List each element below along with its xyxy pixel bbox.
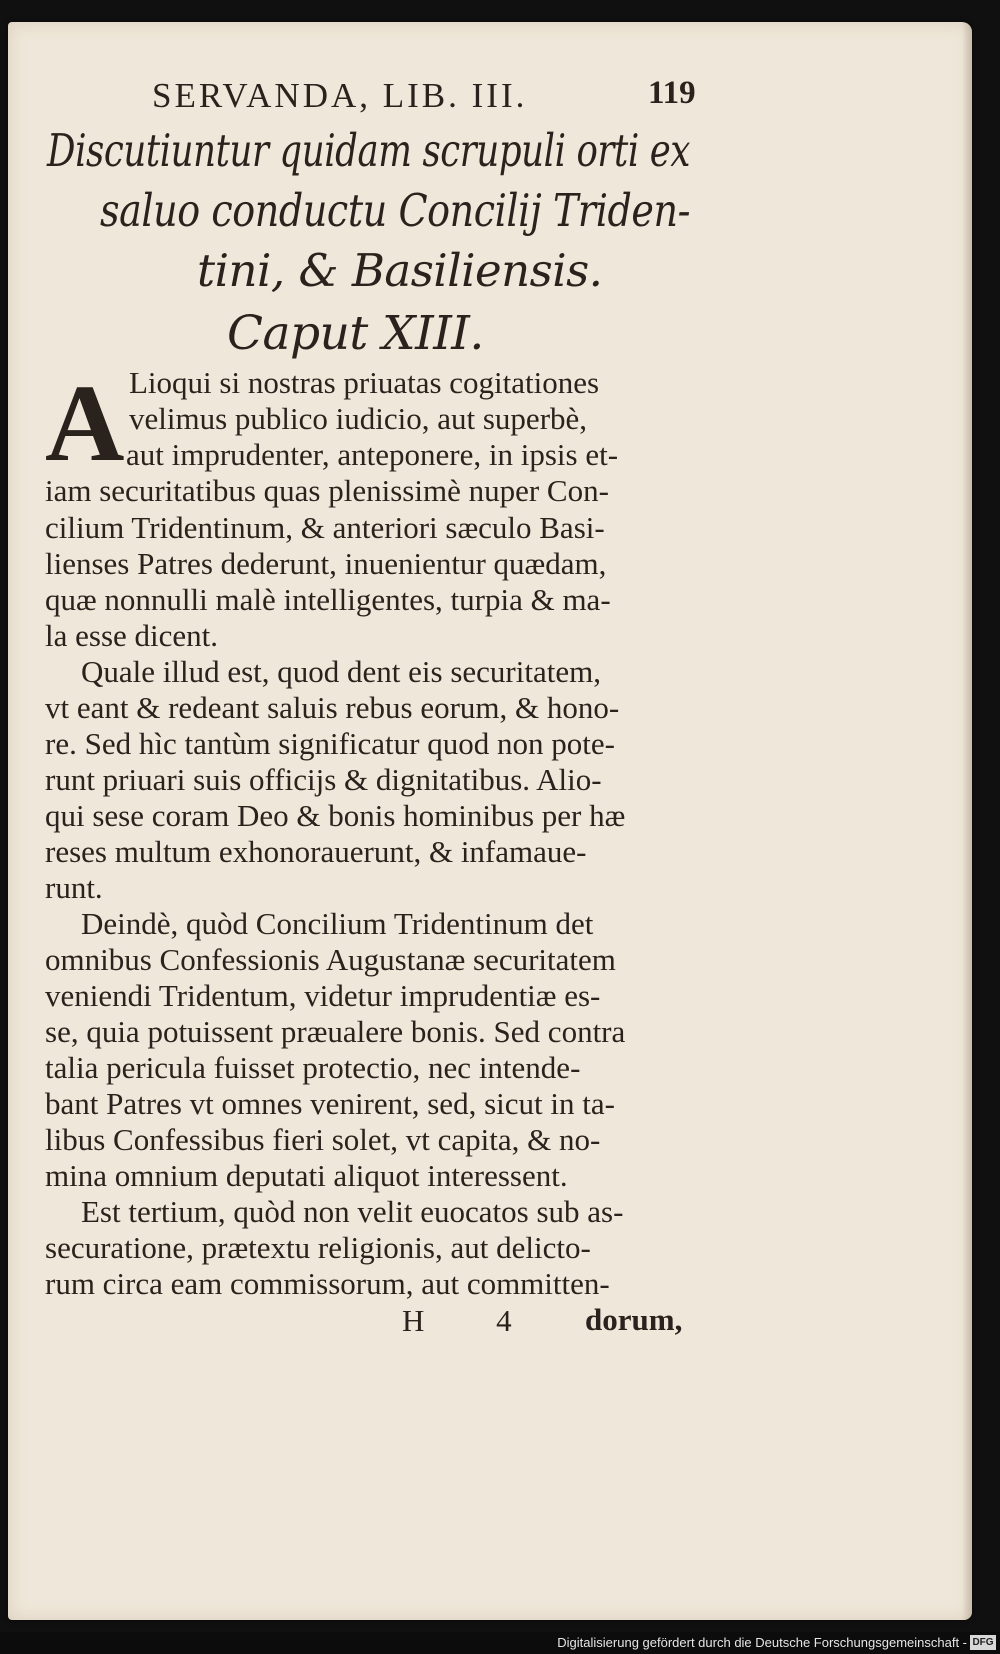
- text-line-4: iam securitatibus quas plenissimè nuper Con-: [45, 473, 609, 508]
- text-line-10: vt eant & redeant saluis rebus eorum, & hono-: [45, 690, 620, 725]
- text-line-24: Est tertium, quòd non velit euocatos sub as-: [81, 1194, 624, 1229]
- text-line-6: lienses Patres dederunt, inuenientur quædam,: [45, 546, 607, 581]
- text-line-22: libus Confessibus fieri solet, vt capita, & no-: [45, 1122, 601, 1157]
- chapter-heading-line-2: saluo conductu Concilij Triden-: [100, 184, 691, 237]
- text-line-9: Quale illud est, quod dent eis securitatem,: [81, 654, 601, 689]
- text-line-7: quæ nonnulli malè intelligentes, turpia & ma-: [45, 582, 611, 617]
- text-line-25: securatione, prætextu religionis, aut delicto-: [45, 1230, 591, 1265]
- drop-cap: A: [45, 362, 125, 484]
- text-line-20: talia pericula fuisset protectio, nec intende-: [45, 1050, 581, 1085]
- text-line-26: rum circa eam commissorum, aut committen-: [45, 1266, 610, 1301]
- chapter-heading-line-3: tini, & Basiliensis.: [197, 244, 603, 297]
- text-line-2: velimus publico iudicio, aut superbè,: [129, 401, 588, 436]
- chapter-number: Caput XIII.: [227, 306, 484, 361]
- dfg-logo: DFG: [970, 1635, 996, 1650]
- text-line-8: la esse dicent.: [45, 618, 219, 653]
- text-line-19: se, quia potuissent præualere bonis. Sed contra: [45, 1014, 626, 1049]
- catchword: dorum,: [585, 1302, 683, 1337]
- footer-funding-text: Digitalisierung gefördert durch die Deutsche Forschungsgemeinschaft -: [557, 1635, 967, 1650]
- footer-bar: [0, 1632, 1000, 1654]
- signature-mark: H 4: [402, 1303, 544, 1338]
- text-line-13: qui sese coram Deo & bonis hominibus per hæ: [45, 798, 626, 833]
- text-line-23: mina omnium deputati aliquot interessent.: [45, 1158, 568, 1193]
- text-line-1: Lioqui si nostras priuatas cogitationes: [129, 365, 600, 400]
- text-line-17: omnibus Confessionis Augustanæ securitatem: [45, 942, 616, 977]
- text-line-11: re. Sed hìc tantùm significatur quod non pote-: [45, 726, 615, 761]
- page-edge-shadow: [962, 22, 972, 1620]
- text-line-21: bant Patres vt omnes venirent, sed, sicut in ta-: [45, 1086, 615, 1121]
- text-line-16: Deindè, quòd Concilium Tridentinum det: [81, 906, 594, 941]
- text-line-5: cilium Tridentinum, & anteriori sæculo Basi-: [45, 510, 605, 545]
- text-line-14: reses multum exhonorauerunt, & infamaue-: [45, 834, 587, 869]
- page-number: 119: [648, 75, 696, 111]
- text-line-3: aut imprudenter, anteponere, in ipsis et-: [126, 437, 619, 472]
- text-line-12: runt priuari suis officijs & dignitatibus. Alio-: [45, 762, 602, 797]
- chapter-heading-line-1: Discutiuntur quidam scrupuli orti ex: [47, 124, 690, 177]
- text-line-18: veniendi Tridentum, videtur imprudentiæ es-: [45, 978, 601, 1013]
- text-line-15: runt.: [45, 870, 103, 905]
- running-head: SERVANDA, LIB. III.: [152, 76, 528, 115]
